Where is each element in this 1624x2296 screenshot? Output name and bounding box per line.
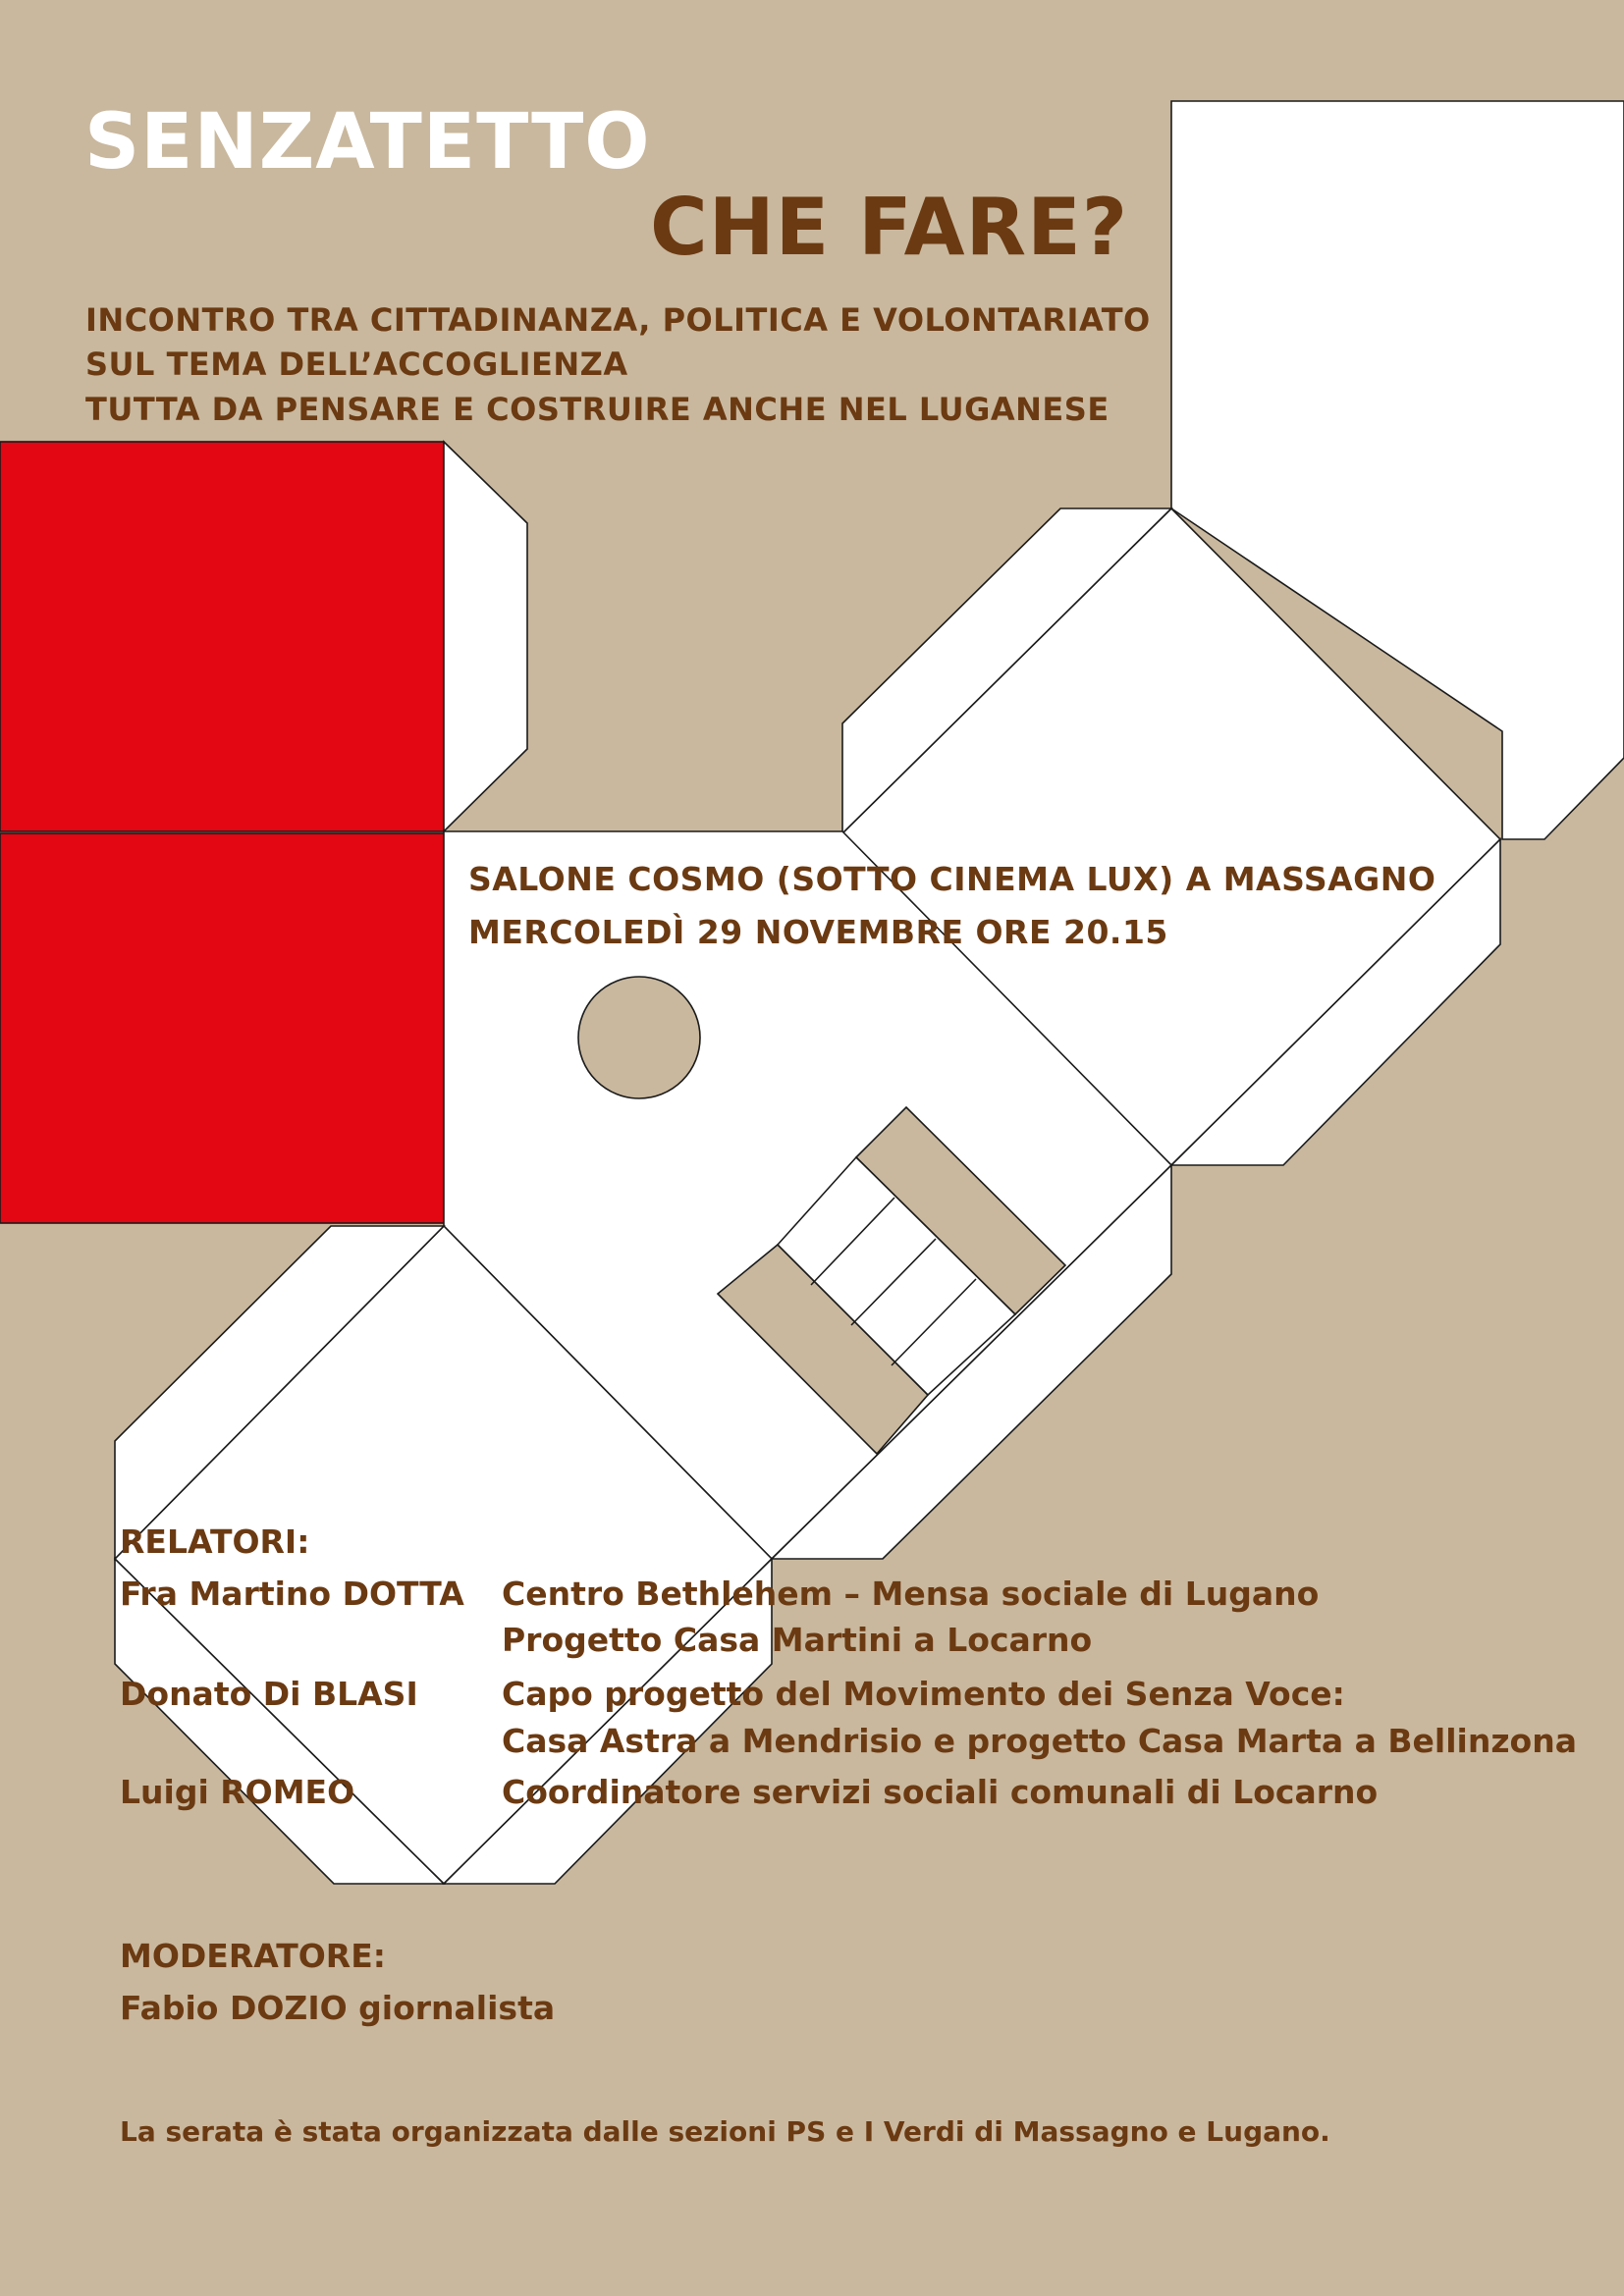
side-flap-left <box>444 442 527 831</box>
event-venue: SALONE COSMO (SOTTO CINEMA LUX) A MASSAGNO <box>468 860 1436 898</box>
speaker-role: Progetto Casa Martini a Locarno <box>502 1621 1093 1659</box>
speaker-role: Centro Bethlehem – Mensa sociale di Lugano <box>502 1575 1320 1613</box>
intro-line: TUTTA DA PENSARE E COSTRUIRE ANCHE NEL LUGANESE <box>85 391 1110 428</box>
intro-line: SUL TEMA DELL’ACCOGLIENZA <box>85 346 628 383</box>
event-datetime: MERCOLEDÌ 29 NOVEMBRE ORE 20.15 <box>468 913 1168 951</box>
moderator-name: Fabio DOZIO giornalista <box>120 1989 556 2027</box>
moderator-heading: MODERATORE: <box>120 1937 386 1975</box>
speaker-role: Capo progetto del Movimento dei Senza Voce: <box>502 1675 1345 1713</box>
speaker-role: Casa Astra a Mendrisio e progetto Casa Marta a Bellinzona <box>502 1722 1577 1760</box>
speakers-heading: RELATORI: <box>120 1522 310 1561</box>
speaker-role: Coordinatore servizi sociali comunali di Locarno <box>502 1773 1379 1811</box>
title-senzatetto: SENZATETTO <box>84 98 651 187</box>
speaker-name: Donato Di BLASI <box>120 1675 418 1713</box>
window-circle <box>578 977 700 1098</box>
red-panel-bottom <box>0 833 444 1223</box>
title-che-fare: CHE FARE? <box>650 182 1129 273</box>
speaker-name: Fra Martino DOTTA <box>120 1575 464 1613</box>
organizer-note: La serata è stata organizzata dalle sezioni PS e I Verdi di Massagno e Lugano. <box>120 2115 1330 2148</box>
red-panel-top <box>0 442 444 831</box>
intro-line: INCONTRO TRA CITTADINANZA, POLITICA E VOLONTARIATO <box>85 301 1151 339</box>
speaker-name: Luigi ROMEO <box>120 1773 355 1811</box>
